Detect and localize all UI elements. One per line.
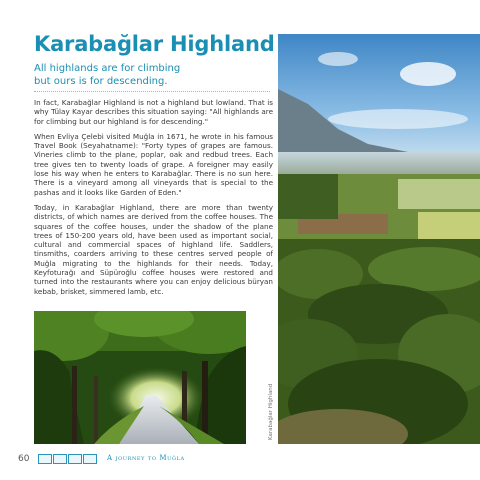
photo-caption: Karabağlar Highland [268, 383, 274, 440]
subtitle-line-2: but ours is for descending. [34, 76, 168, 87]
page-footer [0, 453, 480, 469]
paragraph-2: When Evliya Çelebi visited Muğla in 1671, he wrote in his famous Travel Book (Seyahatname): "Forty types of grapes are famous. Vineries climb to the plane, poplar, oak and redbud trees. Each tree gives ten to twenty loads of grape. A foreigner may easily lose his way when he enters to Karabağlar. There is no sun here. There is a vineyard among all vineyards that is special to the pashas and it looks like Garden of Eden." [34, 131, 273, 197]
paragraph-3: Today, in Karabağlar Highland, there are more than twenty districts, of which names are derived from the coffee houses. The squares of the coffee houses, under the shadow of the plane trees of 150-200 years old, have been used as important social, cultural and commercial spaces of highland life. Saddlers, tinsmiths, coarders arriving to these centres served people of Muğla migrating to the highlands for their needs. Today, Keyfoturağı and Süpüroğlu coffee houses were restored and turned into the restaurants where you can enjoy delicious büryan kebab, brisket, simmered lamb, etc. [34, 202, 273, 296]
subtitle [34, 62, 266, 88]
paragraph-1: In fact, Karabağlar Highland is not a highland but lowland. That is why Tülay Kayar describes this situation saying: "All highlands are for climbing but our highland is for descending." [34, 98, 273, 126]
dotted-divider [34, 91, 270, 92]
highland-landscape-photo [278, 34, 480, 444]
page-title: Karabağlar Highland [34, 32, 275, 56]
article-body [34, 98, 273, 302]
tree-tunnel-road-photo [34, 311, 246, 444]
subtitle-line-1: All highlands are for climbing [34, 63, 181, 74]
greek-key-logo-icon [38, 454, 97, 464]
footer-publication-title: A journey to Muğla [107, 454, 185, 462]
page-number: 60 [18, 454, 30, 464]
